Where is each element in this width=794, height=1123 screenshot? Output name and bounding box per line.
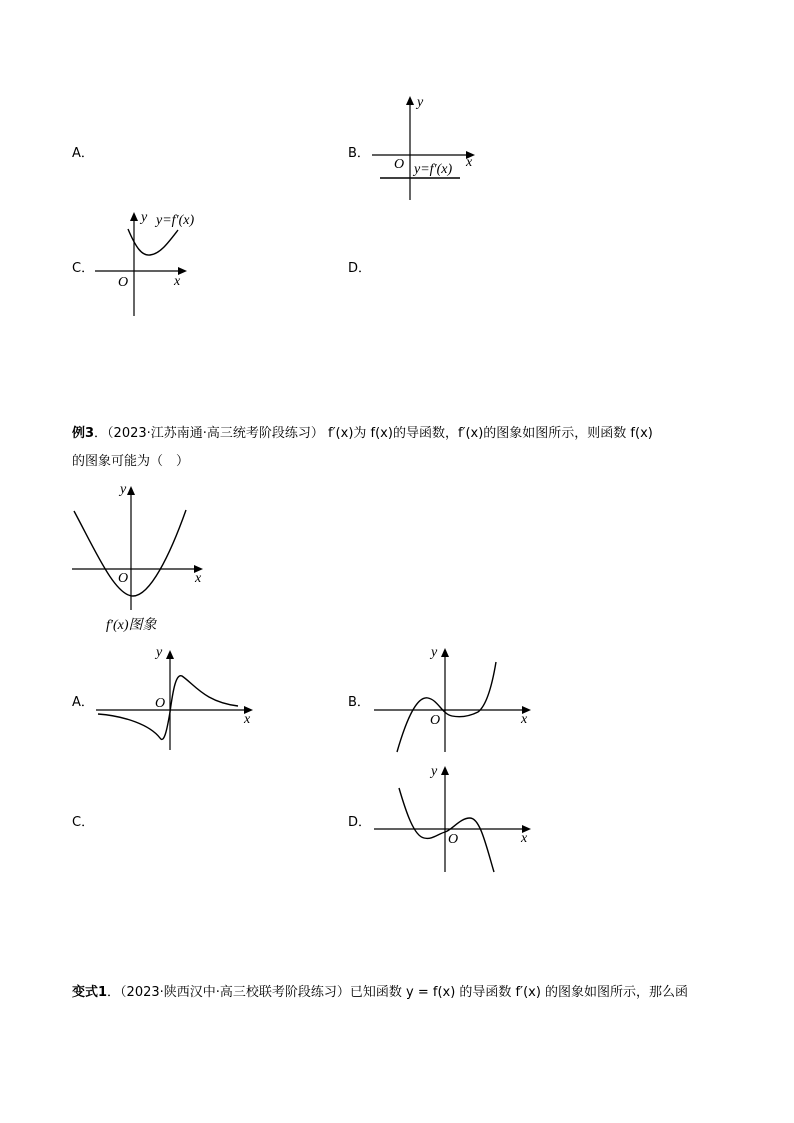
option-d-label: D． (348, 261, 372, 276)
x-label: x (244, 712, 251, 727)
y-label: y (141, 210, 148, 225)
variant1-text: ．（2023·陕西汉中·高三校联考阶段练习）已知函数 y = f(x) 的导函数 f′(x) 的图象如图所示，那么函 (107, 985, 689, 1000)
x-label: x (174, 274, 181, 289)
origin-label: O (155, 696, 166, 711)
curve-label: y=f′(x) (414, 162, 453, 177)
option-a-label: A． (72, 146, 94, 161)
origin-label: O (394, 157, 405, 172)
ex3-option-b-label: B． (348, 695, 370, 710)
origin-label: O (118, 571, 129, 586)
example3-text: ．（2023·江苏南通·高三统考阶段练习） f′(x)为 f(x)的导函数，f′(x)的图象如图所示，则函数 f(x) (94, 426, 653, 441)
option-b-label: B． (348, 146, 370, 161)
graph-caption: f′(x)图象 (106, 618, 157, 633)
variant1-line1 (72, 983, 688, 1003)
y-axis-arrow (441, 766, 449, 775)
variant1-tag: 变式1 (72, 985, 108, 1000)
y-label: y (431, 764, 438, 779)
x-label: x (195, 571, 202, 586)
option-c-label: C． (72, 261, 95, 276)
y-label: y (417, 95, 424, 110)
origin-label: O (118, 275, 129, 290)
origin-label: O (430, 713, 441, 728)
ex3-option-d-label: D． (348, 815, 372, 830)
curve-label: y=f′(x) (156, 213, 195, 228)
x-label: x (521, 712, 528, 727)
example3-tag: 例3 (72, 426, 95, 441)
origin-label: O (448, 832, 459, 847)
y-label: y (431, 645, 438, 660)
function-curve (399, 788, 494, 872)
x-label: x (466, 155, 473, 170)
ex3-option-a-label: A． (72, 695, 94, 710)
x-label: x (521, 831, 528, 846)
y-label: y (120, 482, 127, 497)
example3-line2: 的图象可能为（ ） (72, 454, 190, 469)
y-label: y (156, 645, 163, 660)
ex3-option-c-label: C． (72, 815, 95, 830)
